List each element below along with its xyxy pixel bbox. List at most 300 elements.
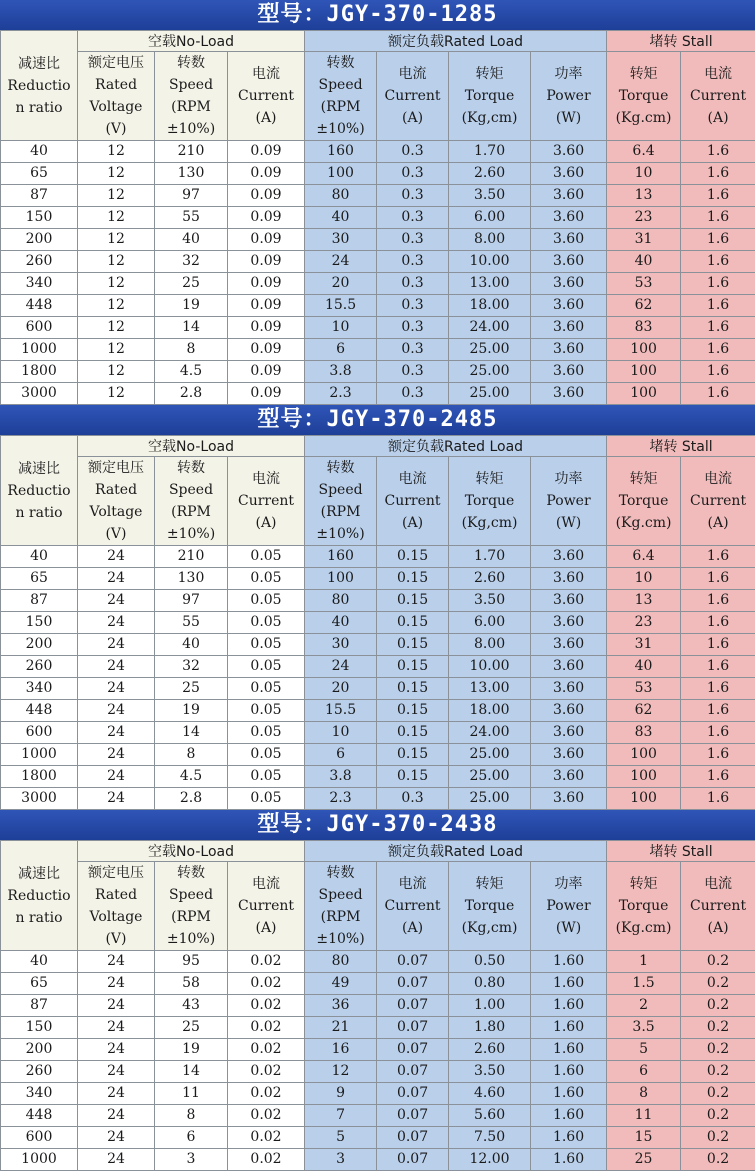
cell-ratio: 260 — [1, 251, 78, 273]
header-line: Current — [681, 490, 755, 512]
cell-current-st: 1.6 — [681, 766, 755, 788]
cell-ratio: 200 — [1, 634, 78, 656]
cell-current-nl: 0.05 — [228, 612, 305, 634]
header-line: (RPM — [155, 96, 227, 118]
cell-voltage: 24 — [78, 678, 155, 700]
table-row — [1, 1149, 755, 1171]
cell-speed-rl: 15.5 — [305, 700, 377, 722]
header-line: (A) — [681, 107, 755, 129]
cell-current-st: 1.6 — [681, 546, 755, 568]
cell-current-rl: 0.15 — [377, 656, 449, 678]
header-line: ±10%) — [305, 928, 376, 950]
cell-torque-rl: 1.80 — [449, 1017, 531, 1039]
header-line: (A) — [377, 512, 448, 534]
cell-voltage: 24 — [78, 995, 155, 1017]
cell-current-rl: 0.3 — [377, 383, 449, 405]
cell-torque-rl: 10.00 — [449, 656, 531, 678]
cell-ratio: 150 — [1, 612, 78, 634]
cell-ratio: 40 — [1, 546, 78, 568]
cell-voltage: 24 — [78, 766, 155, 788]
cell-torque-rl: 7.50 — [449, 1127, 531, 1149]
table-row — [1, 656, 755, 678]
header-voltage — [78, 862, 155, 951]
cell-ratio: 3000 — [1, 383, 78, 405]
cell-current-rl: 0.07 — [377, 995, 449, 1017]
cell-current-rl: 0.07 — [377, 1127, 449, 1149]
header-line: Torque — [449, 490, 530, 512]
cell-voltage: 24 — [78, 546, 155, 568]
header-line: 额定电压 — [78, 52, 154, 74]
cell-current-nl: 0.02 — [228, 995, 305, 1017]
cell-current-rl: 0.3 — [377, 361, 449, 383]
header-line: ±10%) — [305, 118, 376, 140]
table-row — [1, 251, 755, 273]
cell-speed-rl: 16 — [305, 1039, 377, 1061]
cell-current-nl: 0.05 — [228, 744, 305, 766]
header-speed-rl — [305, 862, 377, 951]
cell-speed-nl: 8 — [155, 339, 228, 361]
header-line: Torque — [607, 490, 680, 512]
cell-torque-rl: 1.00 — [449, 995, 531, 1017]
cell-current-rl: 0.3 — [377, 185, 449, 207]
cell-voltage: 24 — [78, 634, 155, 656]
header-line: 功率 — [531, 873, 606, 895]
cell-speed-nl: 6 — [155, 1127, 228, 1149]
cell-speed-rl: 9 — [305, 1083, 377, 1105]
cell-voltage: 24 — [78, 590, 155, 612]
header-line: Current — [377, 85, 448, 107]
header-line: 功率 — [531, 468, 606, 490]
header-torque-rl — [449, 457, 531, 546]
cell-current-nl: 0.09 — [228, 361, 305, 383]
cell-ratio: 1000 — [1, 339, 78, 361]
header-line: Torque — [607, 895, 680, 917]
header-line: (A) — [377, 107, 448, 129]
spec-table-block — [0, 0, 755, 405]
cell-current-st: 0.2 — [681, 1061, 755, 1083]
cell-voltage: 24 — [78, 722, 155, 744]
cell-current-st: 1.6 — [681, 744, 755, 766]
cell-voltage: 24 — [78, 1017, 155, 1039]
cell-current-st: 0.2 — [681, 1127, 755, 1149]
cell-voltage: 24 — [78, 1083, 155, 1105]
cell-current-nl: 0.09 — [228, 251, 305, 273]
group-no-load: 空载No-Load — [78, 31, 305, 52]
cell-speed-rl: 3 — [305, 1149, 377, 1171]
header-line: Reductio — [1, 75, 77, 97]
cell-current-rl: 0.07 — [377, 973, 449, 995]
column-header-row — [1, 862, 755, 951]
cell-voltage: 12 — [78, 383, 155, 405]
cell-torque-rl: 5.60 — [449, 1105, 531, 1127]
cell-current-rl: 0.3 — [377, 317, 449, 339]
column-header-row — [1, 457, 755, 546]
cell-power: 3.60 — [531, 361, 607, 383]
spec-table — [0, 30, 755, 405]
cell-torque-st: 83 — [607, 317, 681, 339]
header-line: 减速比 — [1, 458, 77, 480]
cell-torque-st: 6.4 — [607, 546, 681, 568]
header-line: (A) — [228, 512, 304, 534]
header-line: 电流 — [377, 873, 448, 895]
cell-ratio: 340 — [1, 1083, 78, 1105]
cell-speed-rl: 10 — [305, 722, 377, 744]
cell-power: 3.60 — [531, 546, 607, 568]
header-speed-nl — [155, 457, 228, 546]
header-line: 电流 — [681, 468, 755, 490]
cell-current-nl: 0.09 — [228, 185, 305, 207]
cell-power: 3.60 — [531, 678, 607, 700]
table-row — [1, 317, 755, 339]
cell-speed-nl: 210 — [155, 141, 228, 163]
cell-speed-nl: 32 — [155, 251, 228, 273]
cell-current-nl: 0.09 — [228, 339, 305, 361]
group-stall: 堵转 Stall — [607, 841, 755, 862]
cell-current-rl: 0.15 — [377, 568, 449, 590]
cell-current-nl: 0.09 — [228, 229, 305, 251]
header-line: ±10%) — [305, 523, 376, 545]
cell-current-st: 0.2 — [681, 995, 755, 1017]
header-line: 减速比 — [1, 863, 77, 885]
cell-torque-st: 62 — [607, 295, 681, 317]
table-row — [1, 951, 755, 973]
header-line: 电流 — [228, 63, 304, 85]
cell-current-rl: 0.07 — [377, 1105, 449, 1127]
cell-current-rl: 0.15 — [377, 722, 449, 744]
cell-speed-rl: 100 — [305, 568, 377, 590]
cell-power: 1.60 — [531, 1105, 607, 1127]
cell-speed-rl: 160 — [305, 141, 377, 163]
header-line: Speed — [305, 479, 376, 501]
header-line: 转矩 — [607, 873, 680, 895]
cell-torque-st: 100 — [607, 383, 681, 405]
cell-ratio: 87 — [1, 590, 78, 612]
header-current-nl — [228, 457, 305, 546]
header-line: 电流 — [377, 63, 448, 85]
cell-current-rl: 0.3 — [377, 163, 449, 185]
cell-current-st: 1.6 — [681, 229, 755, 251]
cell-current-nl: 0.02 — [228, 1105, 305, 1127]
cell-power: 3.60 — [531, 251, 607, 273]
cell-current-rl: 0.15 — [377, 590, 449, 612]
header-current-rl — [377, 52, 449, 141]
cell-current-rl: 0.15 — [377, 546, 449, 568]
cell-ratio: 87 — [1, 185, 78, 207]
cell-current-rl: 0.3 — [377, 788, 449, 810]
cell-voltage: 24 — [78, 700, 155, 722]
header-line: 转数 — [155, 52, 227, 74]
cell-voltage: 24 — [78, 568, 155, 590]
cell-current-st: 1.6 — [681, 383, 755, 405]
header-line: (Kg.cm) — [607, 107, 680, 129]
table-row — [1, 973, 755, 995]
header-power — [531, 52, 607, 141]
cell-ratio: 40 — [1, 951, 78, 973]
cell-torque-st: 100 — [607, 361, 681, 383]
cell-ratio: 260 — [1, 1061, 78, 1083]
cell-power: 1.60 — [531, 1083, 607, 1105]
cell-voltage: 24 — [78, 1127, 155, 1149]
cell-current-st: 1.6 — [681, 590, 755, 612]
spec-table-block — [0, 405, 755, 810]
cell-current-st: 1.6 — [681, 339, 755, 361]
header-line: (RPM — [305, 501, 376, 523]
table-row — [1, 766, 755, 788]
cell-power: 3.60 — [531, 656, 607, 678]
cell-current-nl: 0.05 — [228, 634, 305, 656]
cell-power: 1.60 — [531, 1039, 607, 1061]
model-title: 型号：JGY-370-1285 — [0, 0, 755, 30]
header-line: (W) — [531, 917, 606, 939]
cell-torque-rl: 8.00 — [449, 229, 531, 251]
header-line: 转数 — [155, 862, 227, 884]
cell-torque-st: 100 — [607, 766, 681, 788]
cell-speed-rl: 3.8 — [305, 766, 377, 788]
header-line: Power — [531, 490, 606, 512]
header-line: (A) — [681, 512, 755, 534]
cell-ratio: 150 — [1, 207, 78, 229]
cell-speed-rl: 80 — [305, 590, 377, 612]
cell-current-rl: 0.07 — [377, 951, 449, 973]
cell-speed-nl: 25 — [155, 273, 228, 295]
cell-torque-st: 31 — [607, 229, 681, 251]
cell-torque-rl: 4.60 — [449, 1083, 531, 1105]
header-torque-rl — [449, 862, 531, 951]
cell-power: 1.60 — [531, 1061, 607, 1083]
header-line: 额定电压 — [78, 457, 154, 479]
cell-current-st: 1.6 — [681, 273, 755, 295]
cell-torque-rl: 1.70 — [449, 141, 531, 163]
header-line: (RPM — [305, 906, 376, 928]
header-line: Torque — [449, 85, 530, 107]
cell-speed-nl: 130 — [155, 568, 228, 590]
group-header-row — [1, 841, 755, 862]
cell-power: 1.60 — [531, 951, 607, 973]
cell-current-nl: 0.05 — [228, 546, 305, 568]
header-line: Torque — [449, 895, 530, 917]
cell-torque-rl: 2.60 — [449, 1039, 531, 1061]
cell-power: 1.60 — [531, 973, 607, 995]
cell-speed-rl: 80 — [305, 185, 377, 207]
cell-torque-st: 40 — [607, 656, 681, 678]
table-row — [1, 339, 755, 361]
cell-current-nl: 0.02 — [228, 1061, 305, 1083]
header-reduction-ratio — [1, 841, 78, 951]
cell-ratio: 600 — [1, 317, 78, 339]
cell-torque-st: 13 — [607, 185, 681, 207]
cell-speed-rl: 100 — [305, 163, 377, 185]
cell-current-st: 1.6 — [681, 163, 755, 185]
table-row — [1, 788, 755, 810]
cell-current-rl: 0.3 — [377, 273, 449, 295]
cell-current-rl: 0.07 — [377, 1083, 449, 1105]
cell-power: 3.60 — [531, 207, 607, 229]
cell-voltage: 12 — [78, 273, 155, 295]
cell-power: 3.60 — [531, 273, 607, 295]
cell-ratio: 200 — [1, 1039, 78, 1061]
header-line: Current — [228, 85, 304, 107]
cell-current-rl: 0.07 — [377, 1017, 449, 1039]
header-voltage — [78, 457, 155, 546]
header-line: 减速比 — [1, 53, 77, 75]
header-line: Current — [681, 895, 755, 917]
cell-ratio: 600 — [1, 722, 78, 744]
cell-ratio: 40 — [1, 141, 78, 163]
cell-torque-rl: 3.50 — [449, 185, 531, 207]
cell-ratio: 448 — [1, 295, 78, 317]
cell-ratio: 150 — [1, 1017, 78, 1039]
header-line: Speed — [155, 74, 227, 96]
cell-torque-rl: 25.00 — [449, 788, 531, 810]
cell-speed-nl: 32 — [155, 656, 228, 678]
header-line: (RPM — [305, 96, 376, 118]
table-row — [1, 383, 755, 405]
cell-current-nl: 0.09 — [228, 207, 305, 229]
cell-current-nl: 0.02 — [228, 951, 305, 973]
cell-voltage: 12 — [78, 141, 155, 163]
cell-power: 3.60 — [531, 163, 607, 185]
cell-speed-nl: 55 — [155, 207, 228, 229]
cell-speed-nl: 58 — [155, 973, 228, 995]
cell-current-st: 0.2 — [681, 1017, 755, 1039]
cell-speed-rl: 20 — [305, 273, 377, 295]
table-row — [1, 678, 755, 700]
cell-current-rl: 0.3 — [377, 229, 449, 251]
cell-torque-rl: 0.50 — [449, 951, 531, 973]
cell-speed-rl: 7 — [305, 1105, 377, 1127]
header-line: (A) — [228, 917, 304, 939]
cell-torque-st: 100 — [607, 339, 681, 361]
header-line: 电流 — [681, 63, 755, 85]
cell-current-rl: 0.3 — [377, 295, 449, 317]
header-line: (Kg.cm) — [607, 917, 680, 939]
table-row — [1, 612, 755, 634]
cell-current-st: 1.6 — [681, 700, 755, 722]
cell-current-nl: 0.09 — [228, 163, 305, 185]
cell-current-st: 1.6 — [681, 656, 755, 678]
cell-power: 3.60 — [531, 612, 607, 634]
cell-voltage: 12 — [78, 163, 155, 185]
cell-current-nl: 0.05 — [228, 678, 305, 700]
cell-current-nl: 0.05 — [228, 722, 305, 744]
header-line: ±10%) — [155, 523, 227, 545]
cell-current-rl: 0.15 — [377, 744, 449, 766]
header-line: Speed — [305, 74, 376, 96]
cell-torque-st: 6 — [607, 1061, 681, 1083]
header-line: Power — [531, 85, 606, 107]
cell-torque-st: 23 — [607, 612, 681, 634]
cell-current-nl: 0.09 — [228, 383, 305, 405]
cell-speed-nl: 2.8 — [155, 788, 228, 810]
cell-current-st: 0.2 — [681, 951, 755, 973]
header-line: (RPM — [155, 501, 227, 523]
cell-torque-rl: 6.00 — [449, 207, 531, 229]
cell-speed-rl: 20 — [305, 678, 377, 700]
table-row — [1, 722, 755, 744]
cell-current-rl: 0.07 — [377, 1149, 449, 1171]
header-current-st — [681, 457, 755, 546]
cell-speed-nl: 14 — [155, 317, 228, 339]
header-line: 电流 — [228, 468, 304, 490]
cell-current-rl: 0.3 — [377, 207, 449, 229]
cell-current-st: 1.6 — [681, 295, 755, 317]
header-line: (V) — [78, 928, 154, 950]
table-row — [1, 1039, 755, 1061]
header-line: ±10%) — [155, 118, 227, 140]
header-reduction-ratio — [1, 31, 78, 141]
cell-torque-rl: 24.00 — [449, 722, 531, 744]
cell-torque-rl: 24.00 — [449, 317, 531, 339]
cell-torque-rl: 0.80 — [449, 973, 531, 995]
header-torque-st — [607, 457, 681, 546]
cell-current-nl: 0.02 — [228, 1017, 305, 1039]
header-line: 额定电压 — [78, 862, 154, 884]
cell-torque-st: 3.5 — [607, 1017, 681, 1039]
table-row — [1, 295, 755, 317]
cell-ratio: 340 — [1, 678, 78, 700]
cell-power: 3.60 — [531, 744, 607, 766]
cell-current-nl: 0.09 — [228, 273, 305, 295]
cell-speed-nl: 19 — [155, 295, 228, 317]
header-current-rl — [377, 457, 449, 546]
cell-power: 3.60 — [531, 383, 607, 405]
cell-torque-rl: 3.50 — [449, 590, 531, 612]
cell-speed-rl: 10 — [305, 317, 377, 339]
cell-ratio: 1000 — [1, 1149, 78, 1171]
cell-speed-nl: 55 — [155, 612, 228, 634]
group-rated-load: 额定负载Rated Load — [305, 31, 607, 52]
cell-power: 3.60 — [531, 339, 607, 361]
cell-current-nl: 0.09 — [228, 141, 305, 163]
table-row — [1, 185, 755, 207]
header-line: Torque — [607, 85, 680, 107]
cell-current-nl: 0.02 — [228, 1083, 305, 1105]
cell-current-nl: 0.02 — [228, 973, 305, 995]
cell-current-rl: 0.3 — [377, 141, 449, 163]
cell-current-st: 1.6 — [681, 678, 755, 700]
cell-torque-rl: 13.00 — [449, 273, 531, 295]
header-current-rl — [377, 862, 449, 951]
cell-speed-nl: 95 — [155, 951, 228, 973]
cell-ratio: 448 — [1, 1105, 78, 1127]
cell-speed-nl: 14 — [155, 722, 228, 744]
cell-torque-rl: 25.00 — [449, 744, 531, 766]
cell-power: 1.60 — [531, 995, 607, 1017]
cell-current-st: 1.6 — [681, 185, 755, 207]
cell-torque-rl: 1.70 — [449, 546, 531, 568]
header-line: n ratio — [1, 97, 77, 119]
cell-torque-st: 5 — [607, 1039, 681, 1061]
cell-torque-st: 11 — [607, 1105, 681, 1127]
table-row — [1, 1017, 755, 1039]
cell-speed-nl: 210 — [155, 546, 228, 568]
table-row — [1, 568, 755, 590]
cell-ratio: 65 — [1, 568, 78, 590]
header-line: n ratio — [1, 502, 77, 524]
cell-torque-rl: 25.00 — [449, 339, 531, 361]
cell-speed-nl: 11 — [155, 1083, 228, 1105]
cell-power: 3.60 — [531, 722, 607, 744]
table-row — [1, 1083, 755, 1105]
header-power — [531, 862, 607, 951]
cell-torque-st: 13 — [607, 590, 681, 612]
cell-speed-nl: 25 — [155, 678, 228, 700]
model-title: 型号：JGY-370-2438 — [0, 810, 755, 840]
cell-speed-nl: 8 — [155, 744, 228, 766]
header-line: Voltage — [78, 906, 154, 928]
group-header-row — [1, 31, 755, 52]
header-line: 转数 — [305, 52, 376, 74]
